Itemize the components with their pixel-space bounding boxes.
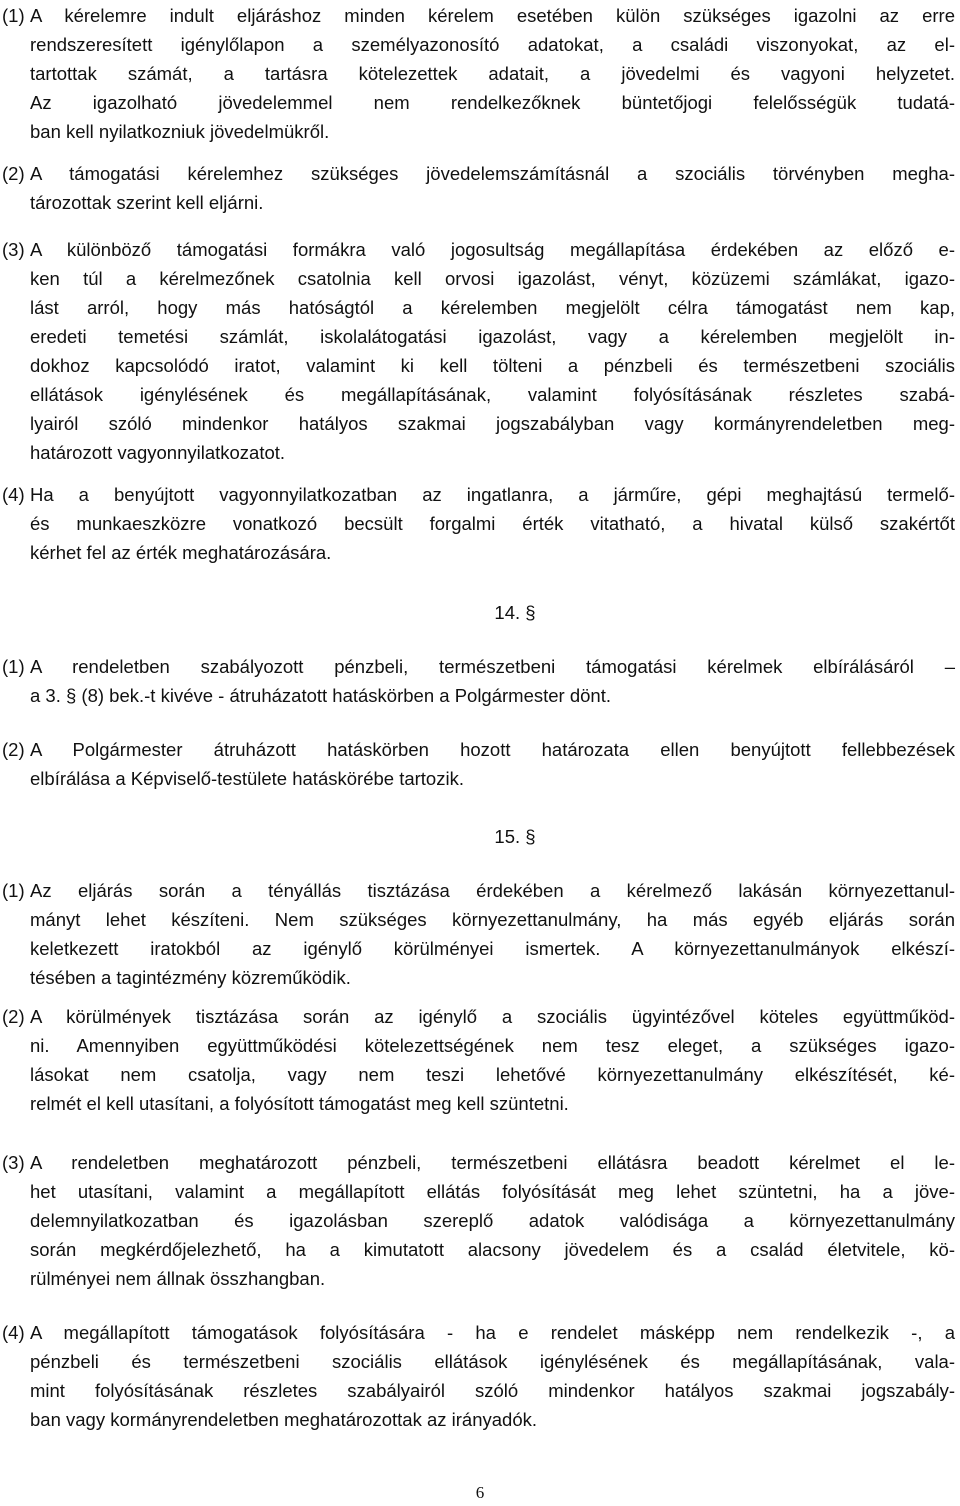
paragraph-4 (0, 480, 955, 567)
page-number: 6 (475, 1483, 485, 1502)
paragraph-1 (0, 1, 955, 146)
paragraph-line: A rendeletben meghatározott pénzbeli, természetbeni ellátásra beadott kérelmet el le- (30, 1152, 955, 1173)
paragraph-line: ni. Amennyiben együttműködési kötelezettségének nem tesz eleget, a szükséges igazo- (30, 1035, 955, 1056)
paragraph-line: rendszeresített igénylőlapon a személyazonosító adatokat, a családi viszonyokat, az el- (30, 34, 955, 55)
paragraph-number: (2) (2, 163, 25, 184)
paragraph-line: A különböző támogatási formákra való jogosultság megállapítása érdekében az előző e- (30, 239, 955, 260)
section15-paragraph-2 (0, 1002, 955, 1118)
paragraph-line: mint folyósításának részletes szabályairól szóló mindenkor hatályos szakmai jogszabály- (30, 1380, 955, 1401)
paragraph-line: A támogatási kérelemhez szükséges jövedelemszámításnál a szociális törvényben megha- (30, 163, 955, 184)
paragraph-line: eredeti temetési számlát, iskolalátogatási igazolást, vagy a kérelemben megjelölt in- (30, 326, 955, 347)
paragraph-line: pénzbeli és természetbeni szociális ellátások igénylésének és megállapításának, vala- (30, 1351, 955, 1372)
paragraph-line: dokhoz kapcsolódó iratot, valamint ki kell tölteni a pénzbeli és természetbeni szociális (30, 355, 955, 376)
paragraph-line: Ha a benyújtott vagyonnyilatkozatban az ingatlanra, a járműre, gépi meghajtású termelő- (30, 484, 955, 505)
paragraph-number: (2) (2, 739, 25, 760)
section15-paragraph-1 (0, 876, 955, 992)
paragraph-line: tartottak számát, a tartásra kötelezettek adatait, a jövedelmi és vagyoni helyzetet. (30, 63, 955, 84)
paragraph-number: (2) (2, 1006, 25, 1027)
paragraph-line: rülményei nem állnak összhangban. (30, 1268, 326, 1289)
paragraph-line: tésében a tagintézmény közreműködik. (30, 967, 351, 988)
section-heading-15: 15. § (494, 826, 536, 847)
paragraph-line: Az igazolható jövedelemmel nem rendelkezőknek büntetőjogi felelősségük tudatá- (30, 92, 955, 113)
paragraph-line: lást arról, hogy más hatóságtól a kérelemben megjelölt célra támogatást nem kap, (30, 297, 955, 318)
paragraph-3 (0, 235, 955, 467)
paragraph-line: és munkaeszközre vonatkozó becsült forgalmi érték vitatható, a hivatal külső szakértőt (30, 513, 955, 534)
paragraph-line: keletkezett iratokból az igénylő körülményei ismertek. A környezettanulmányok elkészí- (30, 938, 955, 959)
paragraph-line: delemnyilatkozatban és igazolásban szereplő adatok valódisága a környezettanulmány (30, 1210, 955, 1231)
paragraph-line: ban vagy kormányrendeletben meghatározottak az irányadók. (30, 1409, 537, 1430)
paragraph-line: kérhet fel az érték meghatározására. (30, 542, 332, 563)
paragraph-line: A rendeletben szabályozott pénzbeli, természetbeni támogatási kérelmek elbírálásáról – (30, 656, 955, 677)
paragraph-number: (4) (2, 484, 25, 505)
section15-paragraph-3 (0, 1148, 955, 1293)
paragraph-line: het utasítani, valamint a megállapított ellátás folyósítását meg lehet szüntetni, ha a jöve- (30, 1181, 955, 1202)
paragraph-line: elbírálása a Képviselő-testülete hatáskörébe tartozik. (30, 768, 464, 789)
paragraph-line: lásokat nem csatolja, vagy nem teszi lehetővé környezettanulmány elkészítését, ké- (30, 1064, 955, 1085)
paragraph-line: ken túl a kérelmezőnek csatolnia kell orvosi igazolást, vényt, közüzemi számlákat, igazo- (30, 268, 955, 289)
paragraph-line: ellátások igénylésének és megállapításának, valamint folyósításának részletes szabá- (30, 384, 955, 405)
paragraph-2 (0, 159, 955, 217)
section15-paragraph-4 (0, 1318, 955, 1434)
paragraph-line: határozott vagyonnyilatkozatot. (30, 442, 286, 463)
paragraph-number: (1) (2, 880, 25, 901)
section14-paragraph-2 (0, 735, 955, 793)
paragraph-line: relmét el kell utasítani, a folyósított támogatást meg kell szüntetni. (30, 1093, 569, 1114)
section-heading-14: 14. § (494, 602, 536, 623)
paragraph-line: során megkérdőjelezhető, ha a kimutatott alacsony jövedelem és a család életvitele, kö- (30, 1239, 955, 1260)
paragraph-line: A Polgármester átruházott hatáskörben hozott határozata ellen benyújtott fellebbezések (30, 739, 955, 760)
paragraph-number: (1) (2, 5, 25, 26)
paragraph-line: a 3. § (8) bek.-t kivéve - átruházatott hatáskörben a Polgármester dönt. (30, 685, 611, 706)
paragraph-line: mányt lehet készíteni. Nem szükséges környezettanulmány, ha más egyéb eljárás során (30, 909, 955, 930)
paragraph-line: A körülmények tisztázása során az igénylő a szociális ügyintézővel köteles együttműköd- (30, 1006, 955, 1027)
paragraph-line: A megállapított támogatások folyósítására - ha e rendelet másképp nem rendelkezik -, a (30, 1322, 955, 1343)
paragraph-line: A kérelemre indult eljáráshoz minden kérelem esetében külön szükséges igazolni az erre (30, 5, 955, 26)
paragraph-number: (4) (2, 1322, 25, 1343)
paragraph-line: ban kell nyilatkozniuk jövedelmükről. (30, 121, 330, 142)
paragraph-number: (3) (2, 1152, 25, 1173)
paragraph-line: lyairól szóló mindenkor hatályos szakmai jogszabályban vagy kormányrendeletben meg- (30, 413, 955, 434)
section14-paragraph-1 (0, 652, 955, 710)
paragraph-number: (1) (2, 656, 25, 677)
paragraph-line: tározottak szerint kell eljárni. (30, 192, 264, 213)
paragraph-number: (3) (2, 239, 25, 260)
paragraph-line: Az eljárás során a tényállás tisztázása érdekében a kérelmező lakásán környezettanul- (30, 880, 955, 901)
